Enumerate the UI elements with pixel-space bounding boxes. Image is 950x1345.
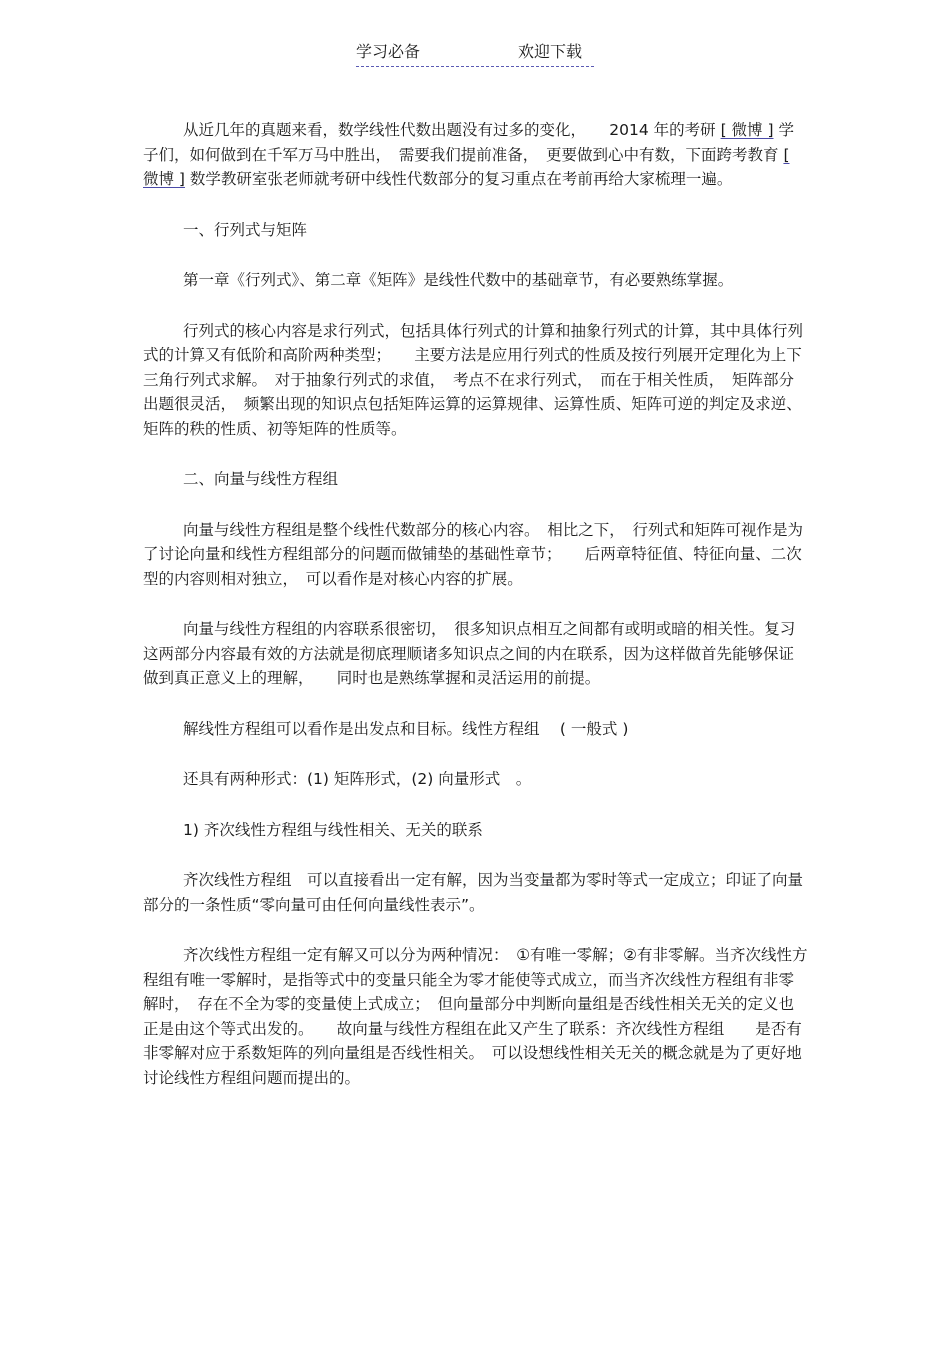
section2-paragraph-4: 还具有两种形式：(1) 矩阵形式，(2) 向量形式 。 [183,770,532,788]
intro-text-2: 学子们，如何做到在千军万马中胜出， 需要我们提前准备， 更要做到心中有数，下面跨考教育 [143,121,794,164]
section2-paragraph-6: 齐次线性方程组一定有解又可以分为两种情况： ①有唯一零解；②有非零解。当齐次线性方程组有唯一零解时，是指等式中的变量只能全为零才能使等式成立，而当齐次线性方程组有非零解时， 存在不全为零的变量使上式成立； 但向量部分中判断向量组是否线性相关无关的定义也正是由这个等式出发的。 故向量与线性方程组在此又产生了联系：齐次线性方程组 是否有非零解对应于系数矩阵的列向量组是否线性相关。 可以设想线性相关无关的概念就是为了更好地讨论线性方程组问题而提出的。 [143,946,808,1087]
section-heading-determinant-matrix: 一、行列式与矩阵 [183,220,308,239]
section-heading-vector-equations: 二、向量与线性方程组 [183,470,339,488]
section2-paragraph-3: 解线性方程组可以看作是出发点和目标。线性方程组 ( 一般式 ) [183,719,629,738]
document-body [143,118,808,1116]
header-right-text: 欢迎下载 [518,42,583,61]
section2-paragraph-1: 向量与线性方程组是整个线性代数部分的核心内容。 相比之下， 行列式和矩阵可视作是为了讨论向量和线性方程组部分的问题而做铺垫的基础性章节； 后两章特征值、特征向量、二次型的内容则相对独立， 可以看作是对核心内容的扩展。 [143,520,804,588]
page-header [356,40,594,67]
section1-paragraph-2: 行列式的核心内容是求行列式，包括具体行列式的计算和抽象行列式的计算，其中具体行列式的计算又有低阶和高阶两种类型； 主要方法是应用行列式的性质及按行列展开定理化为上下三角行列式求解。 对于抽象行列式的求值， 考点不在求行列式， 而在于相关性质， 矩阵部分出题很灵活， 频繁出现的知识点包括矩阵运算的运算规律、运算性质、矩阵可逆的判定及求逆、矩阵的秩的性质、初等矩阵的性质等。 [143,321,804,438]
section1-paragraph-1: 第一章《行列式》、第二章《矩阵》是线性代数中的基础章节，有必要熟练掌握。 [183,271,734,289]
intro-text-1: 从近几年的真题来看，数学线性代数出题没有过多的变化， 2014 年的考研 [183,121,721,139]
weibo-link-2[interactable]: [ 微博 ] [143,145,790,188]
intro-text-3: 数学教研室张老师就考研中线性代数部分的复习重点在考前再给大家梳理一遍。 [184,170,733,188]
section2-paragraph-2: 向量与线性方程组的内容联系很密切， 很多知识点相互之间都有或明或暗的相关性。复习这两部分内容最有效的方法就是彻底理顺诸多知识点之间的内在联系，因为这样做首先能够保证做到真正意义上的理解， 同时也是熟练掌握和灵活运用的前提。 [143,620,796,687]
weibo-link-1[interactable]: [ 微博 ] [720,121,774,139]
header-left-text: 学习必备 [356,42,421,61]
intro-paragraph [143,118,808,192]
subsection-heading-homogeneous: 1) 齐次线性方程组与线性相关、无关的联系 [183,820,483,839]
section2-paragraph-5: 齐次线性方程组 可以直接看出一定有解，因为当变量都为零时等式一定成立；印证了向量部分的一条性质“零向量可由任何向量线性表示”。 [143,871,804,914]
